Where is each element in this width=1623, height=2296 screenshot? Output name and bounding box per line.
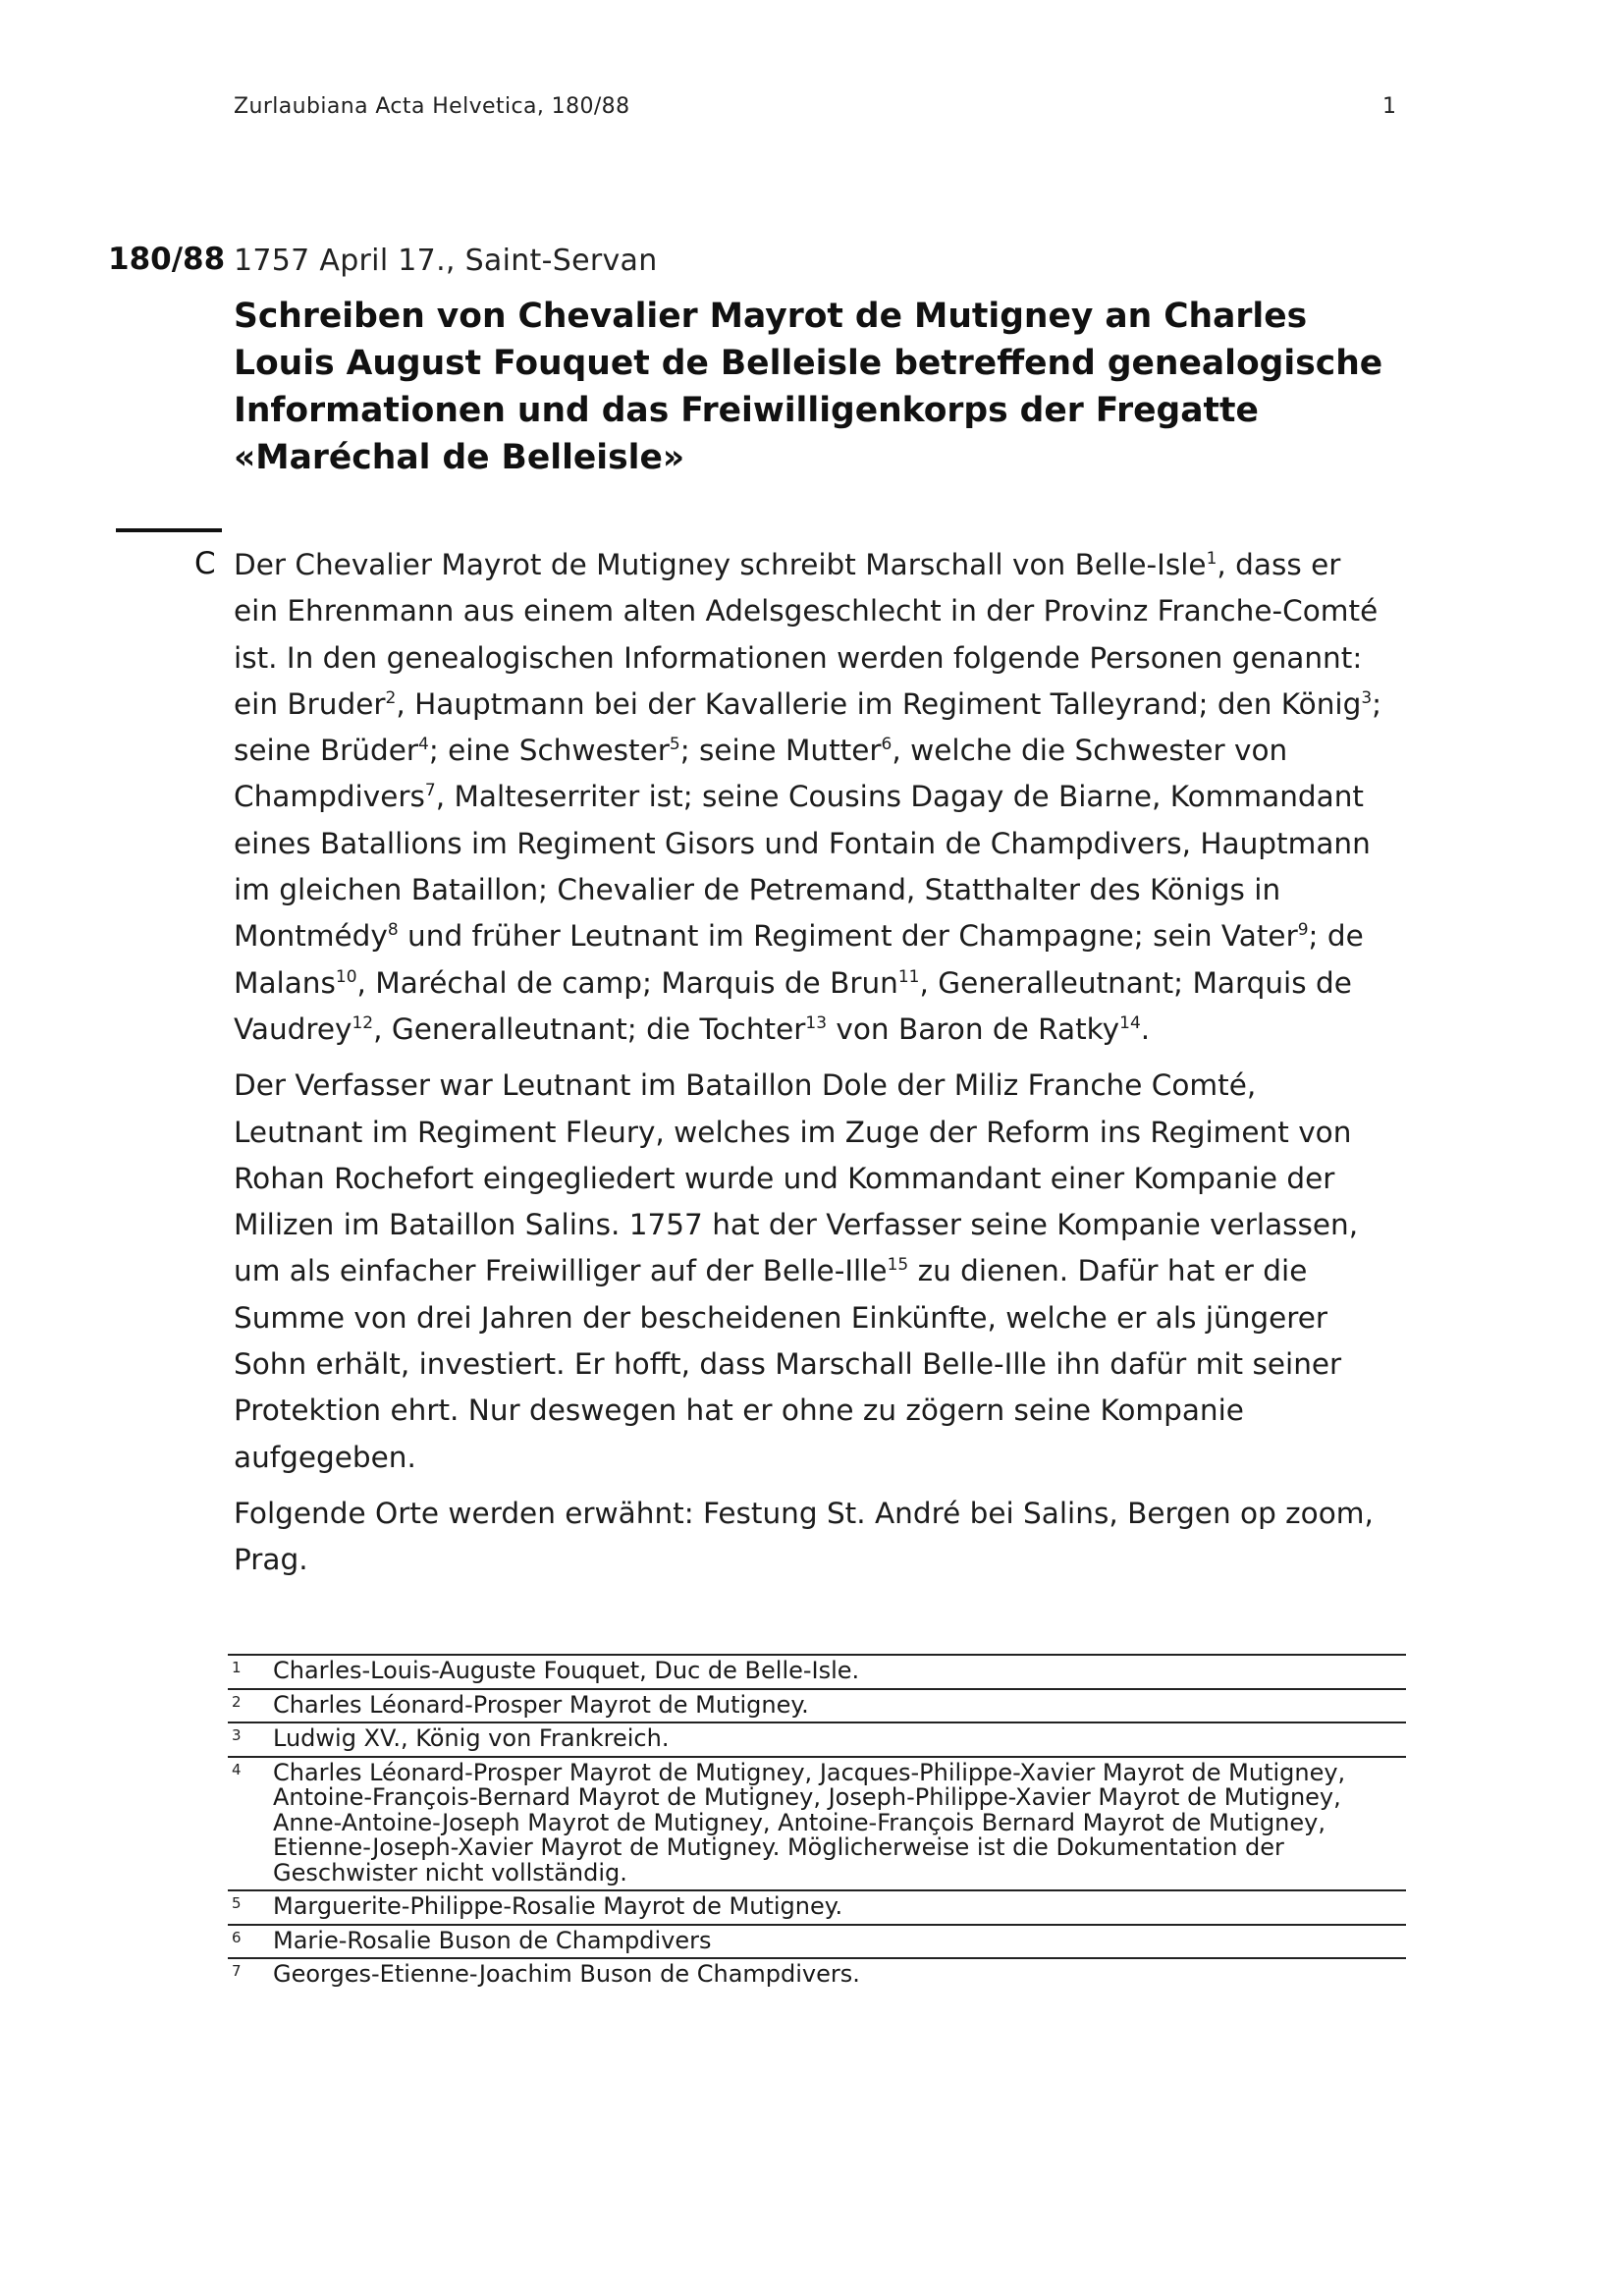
footnote-text: Georges-Etienne-Joachim Buson de Champdivers. (273, 1960, 860, 1988)
document-date: 1757 April 17., Saint-Servan (234, 244, 658, 278)
footnote-item (228, 1924, 1406, 1958)
footnote-number: 3 (232, 1726, 242, 1744)
footnote-text: Charles Léonard-Prosper Mayrot de Mutigney. (273, 1690, 809, 1719)
footnote-item (228, 1654, 1406, 1688)
document-title: Schreiben von Chevalier Mayrot de Mutigney an Charles Louis August Fouquet de Belleisle betreffend genealogische Informationen und das Freiwilligenkorps der Fregatte «Maréchal de Belleisle» (234, 297, 1383, 477)
footnote-ref[interactable]: 13 (805, 1013, 828, 1034)
paragraph-persons: Der Chevalier Mayrot de Mutigney schreibt Marschall von Belle-Isle$^1$, dass er ein Ehrenmann aus einem alten Adelsgeschlecht in der Provinz Franche-Comté ist. In den genealogischen Informationen werden folgende Personen genannt: ein Bruder$^2$, Hauptmann bei der Kavallerie im Regiment Talleyrand; den König$^3$; seine Brüder$^4$; eine Schwester$^5$; seine Mutter$^6$, welche die Schwester von Champdivers$^7$, Malteserriter ist; seine Cousins Dagay de Biarne, Kommandant eines Batallions im Regiment Gisors und Fontain de Champdivers, Hauptmann im gleichen Bataillon; Chevalier de Petremand, Statthalter des Königs in Montmédy$^8$ und früher Leutnant im Regiment der Champagne; sein Vater$^9$; de Malans$^{10}$, Maréchal de camp; Marquis de Brun$^{11}$, Generalleutnant; Marquis de Vaudrey$^{12}$, Generalleutnant; die Tochter$^{13}$ von Baron de Ratky$^{14}$. (234, 548, 1382, 1046)
paragraph-author: Der Verfasser war Leutnant im Bataillon Dole der Miliz Franche Comté, Leutnant im Regiment Fleury, welches im Zuge der Reform ins Regiment von Rohan Rochefort eingegliedert wurde und Kommandant einer Kompanie der Milizen im Bataillon Salins. 1757 hat der Verfasser seine Kompanie verlassen, um als einfacher Freiwilliger auf der Belle-Ille$^{15}$ zu dienen. Dafür hat er die Summe von drei Jahren der bescheidenen Einkünfte, welche er als jüngerer Sohn erhält, investiert. Er hofft, dass Marschall Belle-Ille ihn dafür mit seiner Protektion ehrt. Nur deswegen hat er ohne zu zögern seine Kompanie aufgegeben. (234, 1068, 1359, 1474)
footnote-text: Ludwig XV., König von Frankreich. (273, 1724, 670, 1752)
footnote-number: 1 (232, 1659, 242, 1676)
footnotes (228, 1654, 1406, 1992)
paragraph-places: Folgende Orte werden erwähnt: Festung St. André bei Salins, Bergen op zoom, Prag. (234, 1496, 1374, 1577)
regest-body (234, 542, 1392, 1594)
footnote-ref[interactable]: 14 (1119, 1013, 1141, 1034)
footnote-ref[interactable]: 8 (387, 920, 399, 941)
document-number: 180/88 (108, 242, 226, 277)
footnote-ref[interactable]: 9 (1297, 920, 1309, 941)
footnote-ref[interactable]: 15 (887, 1255, 909, 1276)
running-header-title: Zurlaubiana Acta Helvetica, 180/88 (234, 94, 630, 119)
footnote-item (228, 1889, 1406, 1924)
footnote-item (228, 1688, 1406, 1722)
footnote-number: 5 (232, 1894, 242, 1912)
footnote-ref[interactable]: 7 (424, 781, 436, 801)
footnote-number: 7 (232, 1962, 242, 1980)
footnote-item (228, 1756, 1406, 1890)
section-marker-letter: C (194, 546, 216, 581)
footnote-ref[interactable]: 1 (1206, 549, 1217, 570)
footnote-text: Charles-Louis-Auguste Fouquet, Duc de Belle-Isle. (273, 1657, 860, 1684)
footnote-item (228, 1957, 1406, 1992)
footnote-ref[interactable]: 12 (352, 1013, 374, 1034)
footnote-ref[interactable]: 3 (1361, 688, 1373, 709)
footnote-number: 2 (232, 1692, 242, 1711)
footnote-text: Charles Léonard-Prosper Mayrot de Mutigney, Jacques-Philippe-Xavier Mayrot de Mutigney, Antoine-François-Bernard Mayrot de Mutigney, Joseph-Philippe-Xavier Mayrot de Mutigney, Anne-Antoine-Joseph Mayrot de Mutigney, Antoine-François Bernard Mayrot de Mutigney, Etienne-Joseph-Xavier Mayrot de Mutigney. Möglicherweise ist die Dokumentation der Geschwister nicht vollständig. (273, 1758, 1346, 1886)
footnote-number: 4 (232, 1760, 242, 1778)
footnote-ref[interactable]: 4 (418, 735, 429, 755)
page-number: 1 (1382, 94, 1396, 119)
footnote-number: 6 (232, 1928, 242, 1946)
footnote-ref[interactable]: 5 (669, 735, 680, 755)
footnote-text: Marguerite-Philippe-Rosalie Mayrot de Mutigney. (273, 1892, 843, 1920)
section-marker-line (116, 528, 222, 532)
footnote-ref[interactable]: 2 (385, 688, 397, 709)
footnote-ref[interactable]: 11 (897, 966, 920, 987)
footnote-text: Marie-Rosalie Buson de Champdivers (273, 1926, 712, 1954)
footnote-ref[interactable]: 10 (335, 966, 357, 987)
footnote-ref[interactable]: 6 (881, 735, 893, 755)
footnote-item (228, 1722, 1406, 1756)
